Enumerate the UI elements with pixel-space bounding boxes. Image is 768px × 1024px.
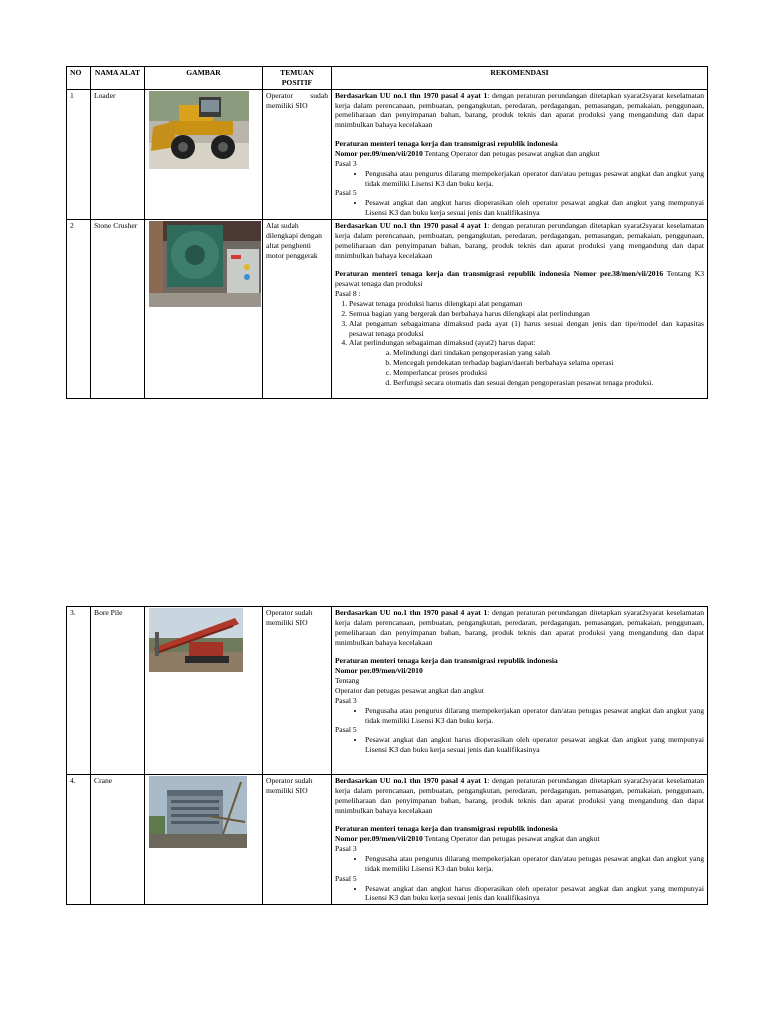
list-item: 2. Semua bagian yang bergerak dan berbahaya harus dilengkapi alat perlindungan <box>349 309 704 319</box>
pasal-label: Pasal 5 <box>335 725 357 735</box>
list-item: • Pesawat angkat dan angkut harus dioperasikan oleh operator pesawat angkat dan angkut yang mempunyai Lisensi K3 dan buku kerja sesuai jenis dan kualifikasinya <box>365 884 704 904</box>
permen-tentang: Tentang K3 pesawat tenaga dan produksi <box>335 269 704 289</box>
list-item: 1. Pesawat tenaga produksi harus dilengkapi alat pengaman <box>349 299 704 309</box>
row-temuan: Alat sudah dilengkapi dengan altat penghenti motor penggerak <box>263 220 332 399</box>
uu-text: : dengan peraturan perundangan ditetapkan syarat2syarat keselamatan kerja dalam perencanaan, pembuatan, pengangkutan, peredaran, perdagangan, pemasangan, pemakaian, penggunaan, pemeliharaan dan penyimpanan bahan, barang, produk teknis dan aparat produksi yang mengandung dan dapat mnimbulkan bahaya kecelakaan <box>335 90 704 130</box>
row-gambar <box>145 220 263 399</box>
loader-photo <box>149 91 249 169</box>
sub-list-item: b. Mencegah pendekatan terhadap bagian/daerah berbahaya selama operasi <box>393 358 704 368</box>
sub-list-item: d. Berfungsi secara otomatis dan sesuai dengan pengoperasian pesawat tenaga produksi. <box>393 378 704 388</box>
permen-title: Peraturan menteri tenaga kerja dan transmigrasi republik indonesia <box>335 656 558 666</box>
table-row <box>67 775 708 905</box>
row-nama-alat: Bore Pile <box>91 607 145 775</box>
row-nama-alat: Crane <box>91 775 145 905</box>
list-item: 3. Alat pengaman sebagaimana dimaksud pada ayat (1) harus sesuai dengan jenis dan tipe/model dan kapasitas pesawat tenaga produksi <box>349 319 704 339</box>
list-item: • Pengusaha atau pengurus dilarang mempekerjakan operator dan/atau petugas pesawat angkat dan angkut yang tidak memiliki Lisensi K3 dan buku kerja. <box>365 169 704 189</box>
row-no: 3. <box>67 607 91 775</box>
permen-number: Nomor per.09/men/vii/2010 <box>335 149 423 159</box>
uu-text: : dengan peraturan perundangan ditetapkan syarat2syarat keselamatan kerja dalam perencanaan, pembuatan, pengangkutan, peredaran, perdagangan, pemasangan, pemakaian, penggunaan, pemeliharaan dan penyimpanan bahan, barang, produk teknis dan aparat produksi yang mengandung dan dapat mnimbulkan bahaya kecelakaan <box>335 608 704 647</box>
crane-photo <box>149 776 247 848</box>
uu-bold: Berdasarkan UU no.1 thn 1970 pasal 4 ayat 1 <box>335 90 488 100</box>
uu-text: : dengan peraturan perundangan ditetapkan syarat2syarat keselamatan kerja dalam perencanaan, pembuatan, pengangkutan, peredaran, perdagangan, pemasangan, pemakaian, penggunaan, pemeliharaan dan penyimpanan bahan, barang, produk teknis dan aparat produksi yang mengandung dan dapat mnimbulkan bahaya kecelakaan <box>335 221 704 260</box>
uu-text: : dengan peraturan perundangan ditetapkan syarat2syarat keselamatan kerja dalam perencanaan, pembuatan, pengangkutan, peredaran, perdagangan, pemasangan, pemakaian, penggunaan, pemeliharaan dan penyimpanan bahan, barang, produk teknis dan aparat produksi yang mengandung dan dapat mnimbulkan bahaya kecelakaan <box>335 776 704 815</box>
table-row <box>67 607 708 775</box>
row-gambar <box>145 89 263 219</box>
permen-tentang: Tentang Operator dan petugas pesawat angkat dan angkut <box>422 149 600 159</box>
table-row <box>67 220 708 399</box>
permen-tentang: Tentang Operator dan petugas pesawat angkat dan angkut <box>422 834 600 844</box>
header-rekomendasi: REKOMENDASI <box>332 67 708 90</box>
table-header-row <box>67 67 708 90</box>
row-rekomendasi <box>332 220 708 399</box>
header-nama-alat: NAMA ALAT <box>91 67 145 90</box>
row-rekomendasi <box>332 89 708 219</box>
row-temuan: Operator sudah memiliki SIO <box>263 775 332 905</box>
equipment-table-bottom <box>66 606 708 905</box>
table-row <box>67 89 708 219</box>
row-gambar <box>145 607 263 775</box>
list-item <box>349 338 704 387</box>
list-item: • Pesawat angkat dan angkut harus dioperasikan oleh operator pesawat angkat dan angkut yang mempunyai Lisensi K3 dan buku kerja sesuai jenis dan kualifikasinya <box>365 198 704 218</box>
pasal-label: Pasal 5 <box>335 188 357 198</box>
pasal-label: Pasal 3 <box>335 695 357 705</box>
header-no: NO <box>67 67 91 90</box>
tentang-text: Operator dan petugas pesawat angkat dan angkut <box>335 686 484 696</box>
permen-number: Nomor per.09/men/vii/2010 <box>335 834 423 844</box>
header-gambar: GAMBAR <box>145 67 263 90</box>
row-no: 2 <box>67 220 91 399</box>
pasal-label: Pasal 3 <box>335 158 357 168</box>
uu-bold: Berdasarkan UU no.1 thn 1970 pasal 4 ayat 1 <box>335 776 488 786</box>
row-no: 4. <box>67 775 91 905</box>
row-gambar <box>145 775 263 905</box>
permen-number: Nomor per.09/men/vii/2010 <box>335 666 423 676</box>
list-item: • Pesawat angkat dan angkut harus dioperasikan oleh operator pesawat angkat dan angkut yang mempunyai Lisensi K3 dan buku kerja sesuai jenis dan kualifikasinya <box>365 735 704 755</box>
list-item: • Pengusaha atau pengurus dilarang mempekerjakan operator dan/atau petugas pesawat angkat dan angkut yang tidak memiliki Lisensi K3 dan buku kerja. <box>365 706 704 726</box>
stone-crusher-photo <box>149 221 261 307</box>
sub-list-item: c. Memperlancar proses produksi <box>393 368 704 378</box>
list-item: • Pengusaha atau pengurus dilarang mempekerjakan operator dan/atau petugas pesawat angkat dan angkut yang tidak memiliki Lisensi K3 dan buku kerja. <box>365 854 704 874</box>
sub-list-item: a. Melindungi dari tindakan pengoperasian yang salah <box>393 348 704 358</box>
permen-title-38: Peraturan menteri tenaga kerja dan transmigrasi republik indonesia Nomor per.38/men/vii/2016 <box>335 269 664 279</box>
row-temuan: Operator sudah memiliki SIO <box>263 89 332 219</box>
bore-pile-photo <box>149 608 243 672</box>
tentang-label: Tentang <box>335 676 360 686</box>
permen-title: Peraturan menteri tenaga kerja dan transmigrasi republik indonesia <box>335 139 558 149</box>
row-nama-alat: Loader <box>91 89 145 219</box>
row-nama-alat: Stone Crusher <box>91 220 145 399</box>
row-rekomendasi <box>332 607 708 775</box>
row-temuan: Operator sudah memiliki SIO <box>263 607 332 775</box>
pasal-label: Pasal 3 <box>335 844 357 854</box>
pasal-label: Pasal 5 <box>335 873 357 883</box>
list-item-text: Alat perlindungan sebagaiman dimaksud (ayat2) harus dapat: <box>349 338 536 348</box>
uu-bold: Berdasarkan UU no.1 thn 1970 pasal 4 ayat 1 <box>335 221 488 231</box>
permen-title: Peraturan menteri tenaga kerja dan transmigrasi republik indonesia <box>335 824 558 834</box>
uu-bold: Berdasarkan UU no.1 thn 1970 pasal 4 ayat 1 <box>335 608 488 617</box>
pasal-label: Pasal 8 : <box>335 289 361 299</box>
row-rekomendasi <box>332 775 708 905</box>
header-temuan-positif: TEMUAN POSITIF <box>263 67 332 90</box>
equipment-table-top <box>66 66 708 399</box>
row-no: 1 <box>67 89 91 219</box>
